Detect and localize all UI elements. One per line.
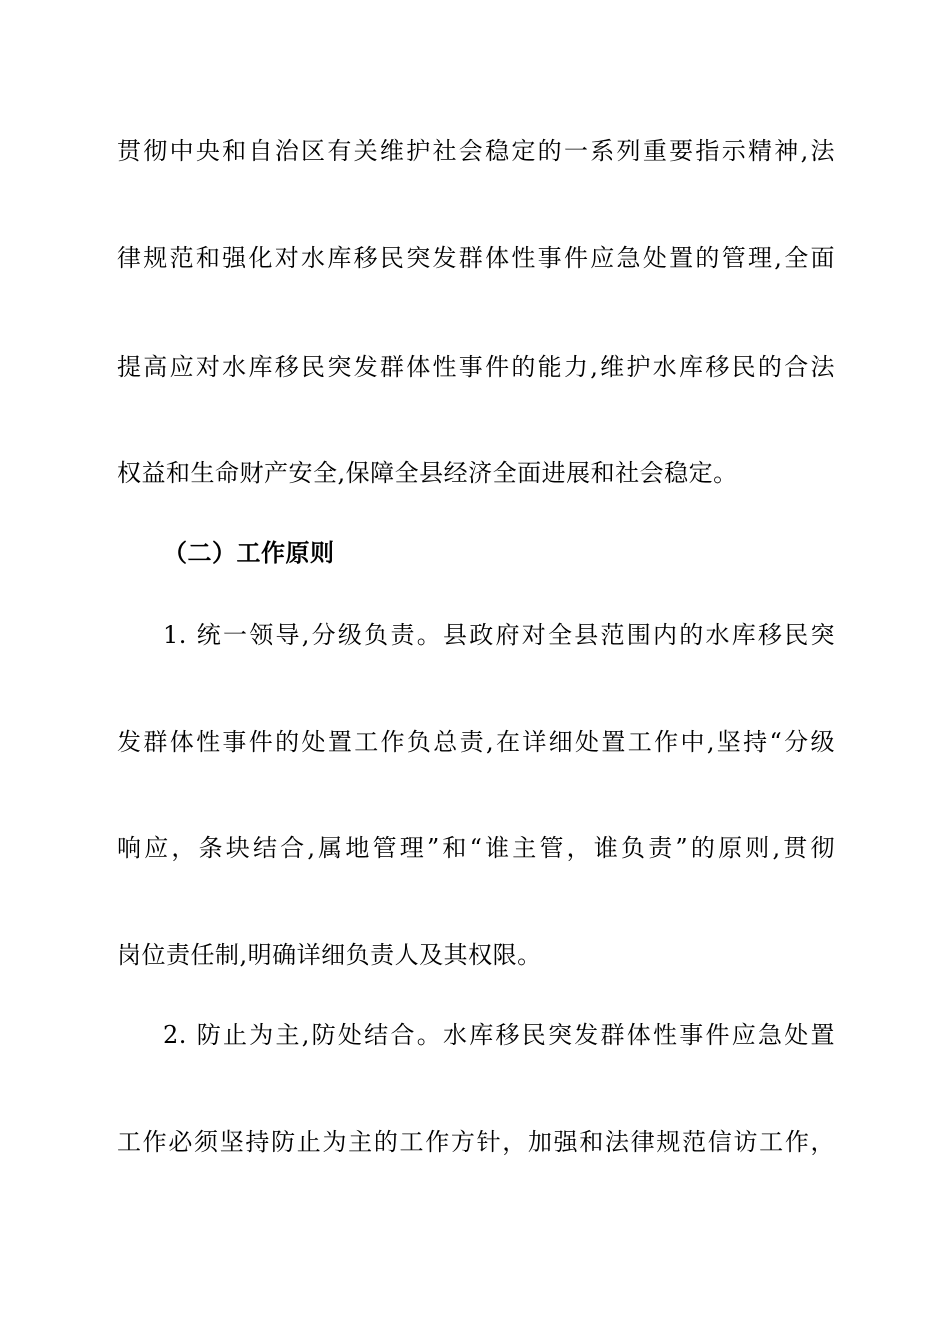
paragraph-line: 提高应对水库移民突发群体性事件的能力,维护水库移民的合法 bbox=[117, 353, 835, 381]
paragraph-line: 岗位责任制,明确详细负责人及其权限。 bbox=[117, 941, 542, 969]
paragraph-line: 2. 防止为主,防处结合。水库移民突发群体性事件应急处置 bbox=[163, 1021, 835, 1049]
paragraph-line: 1. 统一领导,分级负责。县政府对全县范围内的水库移民突 bbox=[163, 621, 835, 649]
paragraph-line: 贯彻中央和自治区有关维护社会稳定的一系列重要指示精神,法 bbox=[117, 137, 835, 165]
paragraph-line: 权益和生命财产安全,保障全县经济全面进展和社会稳定。 bbox=[117, 459, 738, 487]
paragraph-line: 工作必须坚持防止为主的工作方针，加强和法律规范信访工作， bbox=[117, 1128, 835, 1156]
paragraph-line: 律规范和强化对水库移民突发群体性事件应急处置的管理,全面 bbox=[117, 244, 835, 272]
paragraph-line: 发群体性事件的处置工作负总责,在详细处置工作中,坚持“分级 bbox=[117, 728, 835, 756]
section-heading: （二）工作原则 bbox=[163, 538, 335, 567]
paragraph-line: 响应，条块结合,属地管理”和“谁主管，谁负责”的原则,贯彻 bbox=[117, 834, 835, 862]
